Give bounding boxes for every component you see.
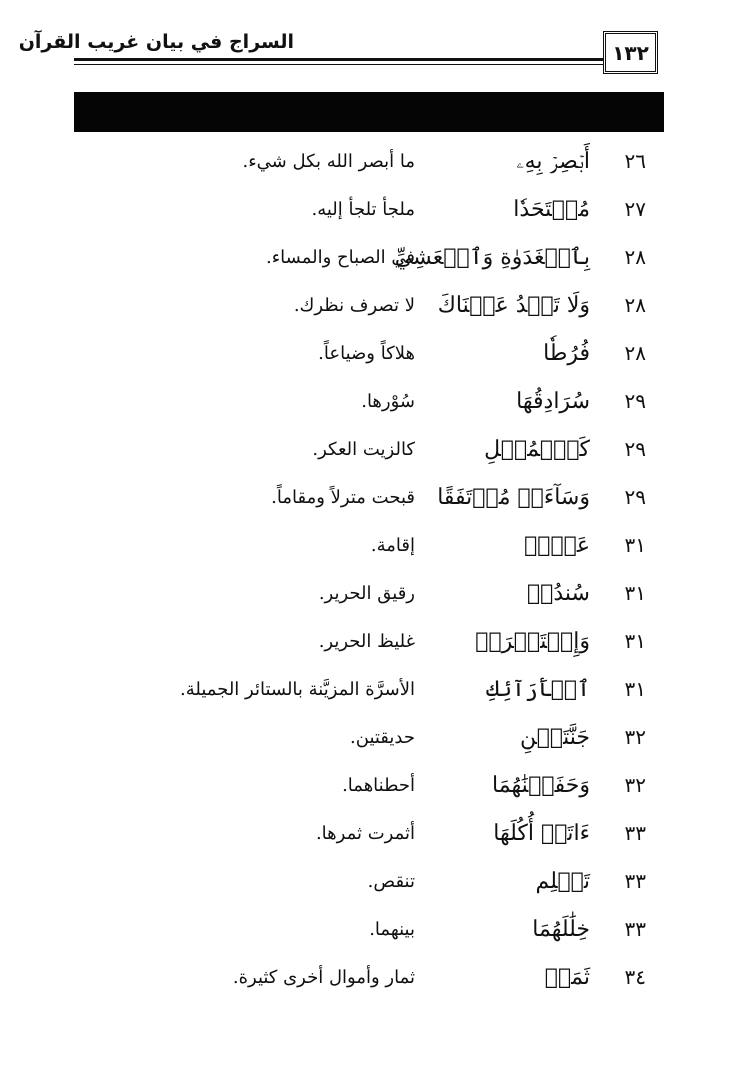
quran-word: وَإِسۡتَبۡرَقٖ	[475, 629, 590, 654]
glossary-entry	[0, 570, 755, 617]
word-meaning: هلاكاً وضياعاً.	[318, 343, 415, 364]
quran-word: كَٱلۡمُهۡلِ	[484, 437, 590, 462]
verse-number: ٢٧	[624, 197, 646, 221]
word-meaning: لا تصرف نظرك.	[293, 295, 415, 316]
section-band	[74, 92, 664, 132]
quran-word: ءَاتَتۡ أُكُلَهَا	[493, 821, 590, 846]
glossary-entry	[0, 522, 755, 569]
glossary-entry	[0, 186, 755, 233]
verse-number: ٣٣	[624, 821, 646, 845]
quran-word: ثَمَرٞ	[544, 965, 590, 990]
verse-number: ٢٦	[624, 149, 646, 173]
glossary-entry	[0, 282, 755, 329]
header-rule-thick	[74, 58, 604, 61]
quran-word: ٱلۡأَرَآئِكِ	[486, 677, 590, 702]
verse-number: ٣١	[624, 533, 646, 557]
quran-word: تَظۡلِم	[535, 869, 590, 894]
word-meaning: ثمار وأموال أخرى كثيرة.	[232, 967, 415, 988]
word-meaning: ملجأ تلجأ إليه.	[311, 199, 415, 220]
verse-number: ٢٨	[624, 341, 646, 365]
quran-word: فُرُطٗا	[543, 341, 590, 366]
word-meaning: بينهما.	[369, 919, 415, 940]
glossary-entry	[0, 762, 755, 809]
header-rule-thin	[74, 64, 604, 65]
glossary-entry	[0, 138, 755, 185]
quran-word: خِلَٰلَهُمَا	[532, 917, 590, 942]
quran-word: عَدۡنٖ	[524, 533, 590, 558]
verse-number: ٣١	[624, 677, 646, 701]
glossary-entry	[0, 474, 755, 521]
glossary-entry	[0, 714, 755, 761]
glossary-entry	[0, 666, 755, 713]
word-meaning: إقامة.	[370, 535, 415, 556]
glossary-entry	[0, 618, 755, 665]
word-meaning: قبحت مترلاً ومقاماً.	[271, 487, 415, 508]
quran-word: مُلۡتَحَدٗا	[513, 197, 590, 222]
word-meaning: الأسرَّة المزيَّنة بالستائر الجميلة.	[180, 679, 415, 700]
verse-number: ٣١	[624, 629, 646, 653]
quran-word: سُندُسٖ	[526, 581, 590, 606]
verse-number: ٢٨	[624, 293, 646, 317]
glossary-entry	[0, 858, 755, 905]
word-meaning: أحطناهما.	[342, 775, 415, 796]
page-number: ١٣٢	[603, 31, 658, 74]
word-meaning: ما أبصر الله بكل شيء.	[242, 151, 415, 172]
verse-number: ٣١	[624, 581, 646, 605]
verse-number: ٣٢	[624, 725, 646, 749]
quran-word: سُرَادِقُهَا	[516, 389, 590, 414]
word-meaning: في الصباح والمساء.	[266, 247, 415, 268]
verse-number: ٣٣	[624, 917, 646, 941]
glossary-list	[0, 138, 755, 1018]
quran-word: أَبۡصِرۡ بِهِۦ	[516, 149, 590, 174]
verse-number: ٢٩	[624, 389, 646, 413]
glossary-entry	[0, 330, 755, 377]
verse-number: ٣٢	[624, 773, 646, 797]
word-meaning: أثمرت ثمرها.	[315, 823, 415, 844]
glossary-entry	[0, 426, 755, 473]
quran-word: بِٱلۡغَدَوٰةِ وَٱلۡعَشِيِّ	[394, 245, 590, 270]
word-meaning: تنقص.	[367, 871, 415, 892]
verse-number: ٢٨	[624, 245, 646, 269]
word-meaning: حديقتين.	[350, 727, 415, 748]
glossary-entry	[0, 234, 755, 281]
verse-number: ٣٤	[624, 965, 646, 989]
quran-word: جَنَّتَيۡنِ	[519, 725, 590, 750]
word-meaning: رقيق الحرير.	[318, 583, 415, 604]
glossary-entry	[0, 954, 755, 1001]
quran-word: وَلَا تَعۡدُ عَيۡنَاكَ	[437, 293, 590, 318]
glossary-entry	[0, 378, 755, 425]
glossary-entry	[0, 810, 755, 857]
word-meaning: كالزيت العكر.	[312, 439, 415, 460]
glossary-entry	[0, 906, 755, 953]
word-meaning: غليظ الحرير.	[318, 631, 415, 652]
verse-number: ٣٣	[624, 869, 646, 893]
verse-number: ٢٩	[624, 437, 646, 461]
quran-word: وَحَفَفۡنَٰهُمَا	[492, 773, 590, 798]
running-header-title: السراج في بيان غريب القرآن	[18, 31, 294, 53]
quran-word: وَسَآءَتۡ مُرۡتَفَقًا	[437, 485, 590, 510]
verse-number: ٢٩	[624, 485, 646, 509]
word-meaning: سُوْرها.	[361, 391, 415, 412]
